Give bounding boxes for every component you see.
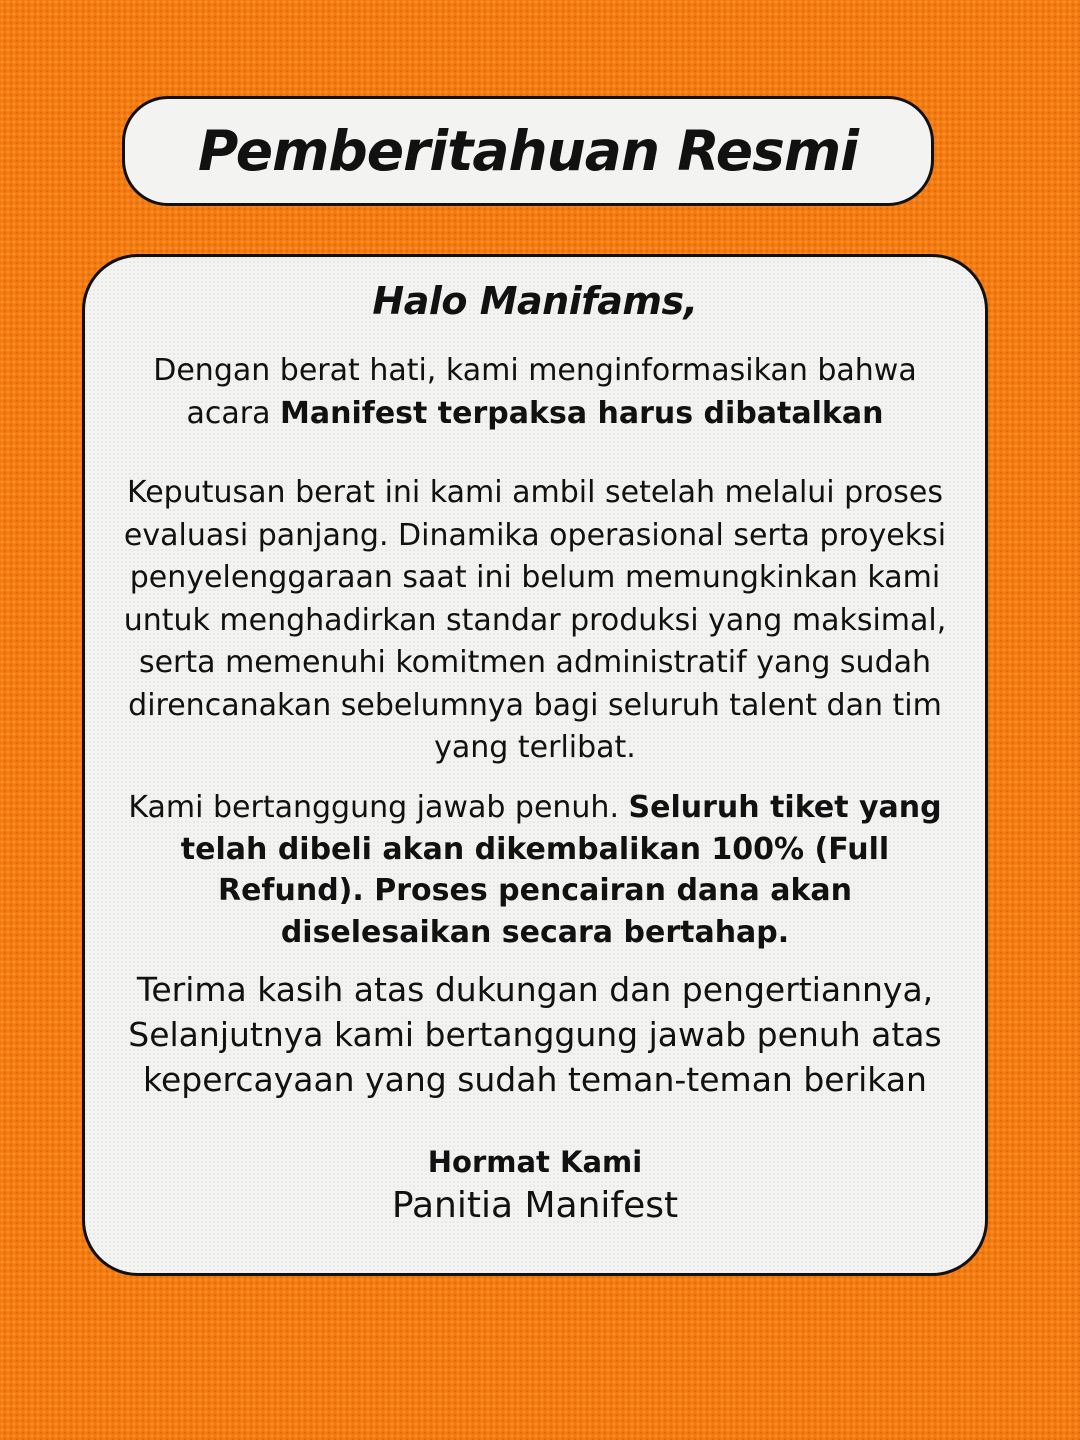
refund-statement: Seluruh tiket yang telah dibeli akan dikembalikan 100% (Full Refund). Proses pencairan dana akan diselesaikan secara bertahap. — [180, 790, 942, 950]
refund-paragraph — [85, 787, 985, 953]
title-banner — [122, 96, 934, 206]
thanks-paragraph: Terima kasih atas dukungan dan pengertiannya, Selanjutnya kami bertanggung jawab penuh atas kepercayaan yang sudah teman-teman berikan — [128, 970, 942, 1099]
cancellation-statement: Manifest terpaksa harus dibatalkan — [280, 396, 884, 431]
greeting: Halo Manifams, — [372, 279, 698, 323]
intro-text: Dengan berat hati, kami menginformasikan bahwa acara — [153, 353, 917, 431]
intro-paragraph — [85, 349, 985, 435]
page-title: Pemberitahuan Resmi — [197, 119, 859, 183]
responsibility-text: Kami bertanggung jawab penuh. — [128, 790, 629, 825]
announcement-card — [82, 254, 988, 1276]
reason-paragraph: Keputusan berat ini kami ambil setelah melalui proses evaluasi panjang. Dinamika operasional serta proyeksi penyelenggaraan saat ini belum memungkinkan kami untuk menghadirkan standar produksi yang maksimal, serta memenuhi komitmen administratif yang sudah direncanakan sebelumnya bagi seluruh talent dan tim yang terlibat. — [123, 475, 947, 765]
signature: Panitia Manifest — [391, 1185, 679, 1226]
closing-label: Hormat Kami — [427, 1145, 643, 1179]
